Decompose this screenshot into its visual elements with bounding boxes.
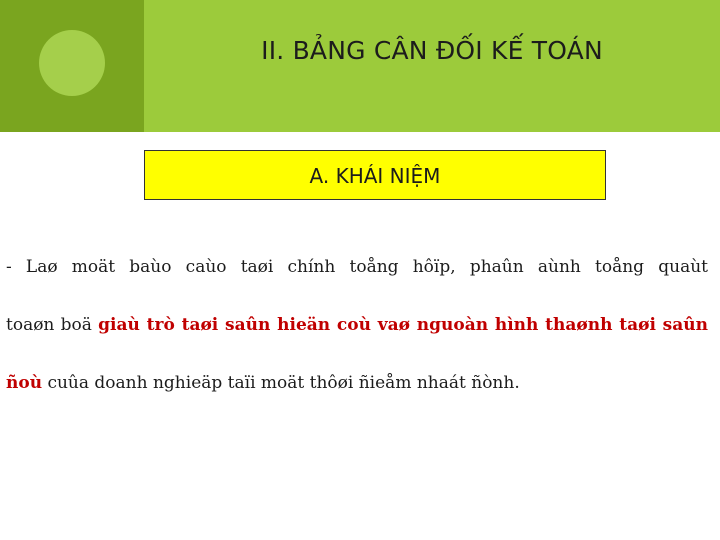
body-paragraph (6, 238, 708, 412)
subtitle-box (144, 150, 606, 200)
left-accent-block (0, 0, 144, 132)
body-line-1: - Laø moät baùo caùo taøi chính toång hôïp, phaûn aùnh toång quaùt (6, 257, 708, 277)
decorative-circle-icon (39, 30, 105, 96)
slide-title: II. BẢNG CÂN ĐỐI KẾ TOÁN (261, 36, 603, 65)
body-highlight-2: ñoù (6, 373, 43, 393)
body-line-2-prefix: toaøn boä (6, 315, 99, 335)
slide-subtitle: A. KHÁI NIỆM (309, 164, 441, 188)
header-band-fill (144, 0, 720, 132)
header-divider (0, 132, 720, 134)
body-line-2 (6, 296, 708, 354)
body-highlight-1: giaù trò taøi saûn hieän coù vaø nguoàn hình thaønh taøi saûn (98, 315, 708, 335)
body-line-3-suffix: cuûa doanh nghieäp taïi moät thôøi ñieåm nhaát ñònh. (42, 373, 520, 393)
header-band (144, 0, 720, 132)
body-line-3 (6, 354, 708, 412)
